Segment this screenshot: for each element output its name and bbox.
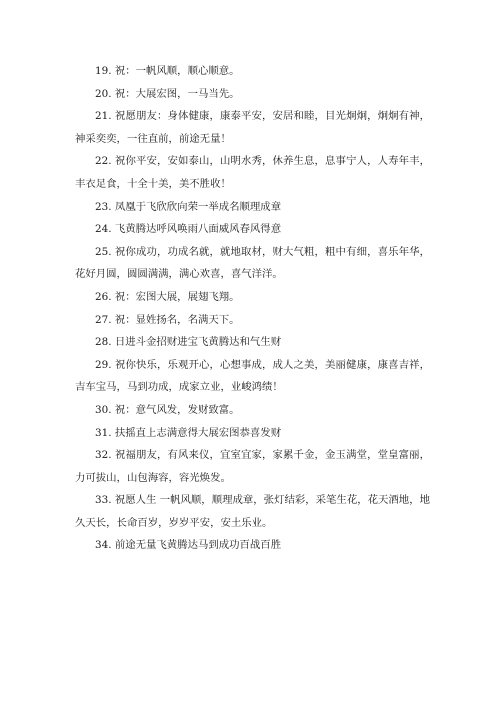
list-item: 23. 凤凰于飞欣欣向荣一举成名顺理成章 xyxy=(95,200,282,213)
list-item: 26. 祝：宏图大展，展翅飞翔。 xyxy=(95,290,240,303)
list-item: 28. 日进斗金招财进宝飞黄腾达和气生财 xyxy=(95,336,282,349)
list-item: 20. 祝：大展宏图，一马当先。 xyxy=(95,87,240,100)
list-item: 32. 祝福朋友，有风来仪，宜室宜家，家累千金，金玉满堂，堂皇富丽，力可拔山，山包海容，容光焕发。 xyxy=(75,449,430,484)
list-item: 31. 扶摇直上志满意得大展宏图恭喜发财 xyxy=(95,426,282,439)
list-item: 24. 飞黄腾达呼风唤雨八面威风春风得意 xyxy=(95,223,282,236)
list-item: 19. 祝：一帆风顺，顺心顺意。 xyxy=(95,65,240,77)
list-item: 22. 祝你平安，安如泰山，山明水秀，休养生息，息事宁人，人寿年丰，丰衣足食，十全十美，美不胜收！ xyxy=(75,155,430,190)
list-item: 21. 祝愿朋友：身体健康，康泰平安，安居和睦，目光炯炯，炯炯有神，神采奕奕，一往直前，前途无量！ xyxy=(75,110,430,145)
list-item: 25. 祝你成功，功成名就，就地取材，财大气粗，粗中有细，喜乐年华，花好月圆，圆圆满满，满心欢喜，喜气洋洋。 xyxy=(75,245,430,281)
list-item: 33. 祝愿人生 一帆风顺，顺理成章，张灯结彩，采笔生花，花天酒地，地久天长，长命百岁，岁岁平安，安土乐业。 xyxy=(75,494,430,529)
list-item: 34. 前途无量飞黄腾达马到成功百战百胜 xyxy=(95,539,282,552)
list-item: 27. 祝：显姓扬名，名满天下。 xyxy=(95,313,240,326)
blessing-list xyxy=(75,60,430,557)
list-item: 29. 祝你快乐，乐观开心，心想事成，成人之美，美丽健康，康喜吉祥，吉车宝马，马到功成，成家立业，业峻鸿绩！ xyxy=(75,358,430,394)
list-item: 30. 祝：意气风发，发财致富。 xyxy=(95,403,240,416)
